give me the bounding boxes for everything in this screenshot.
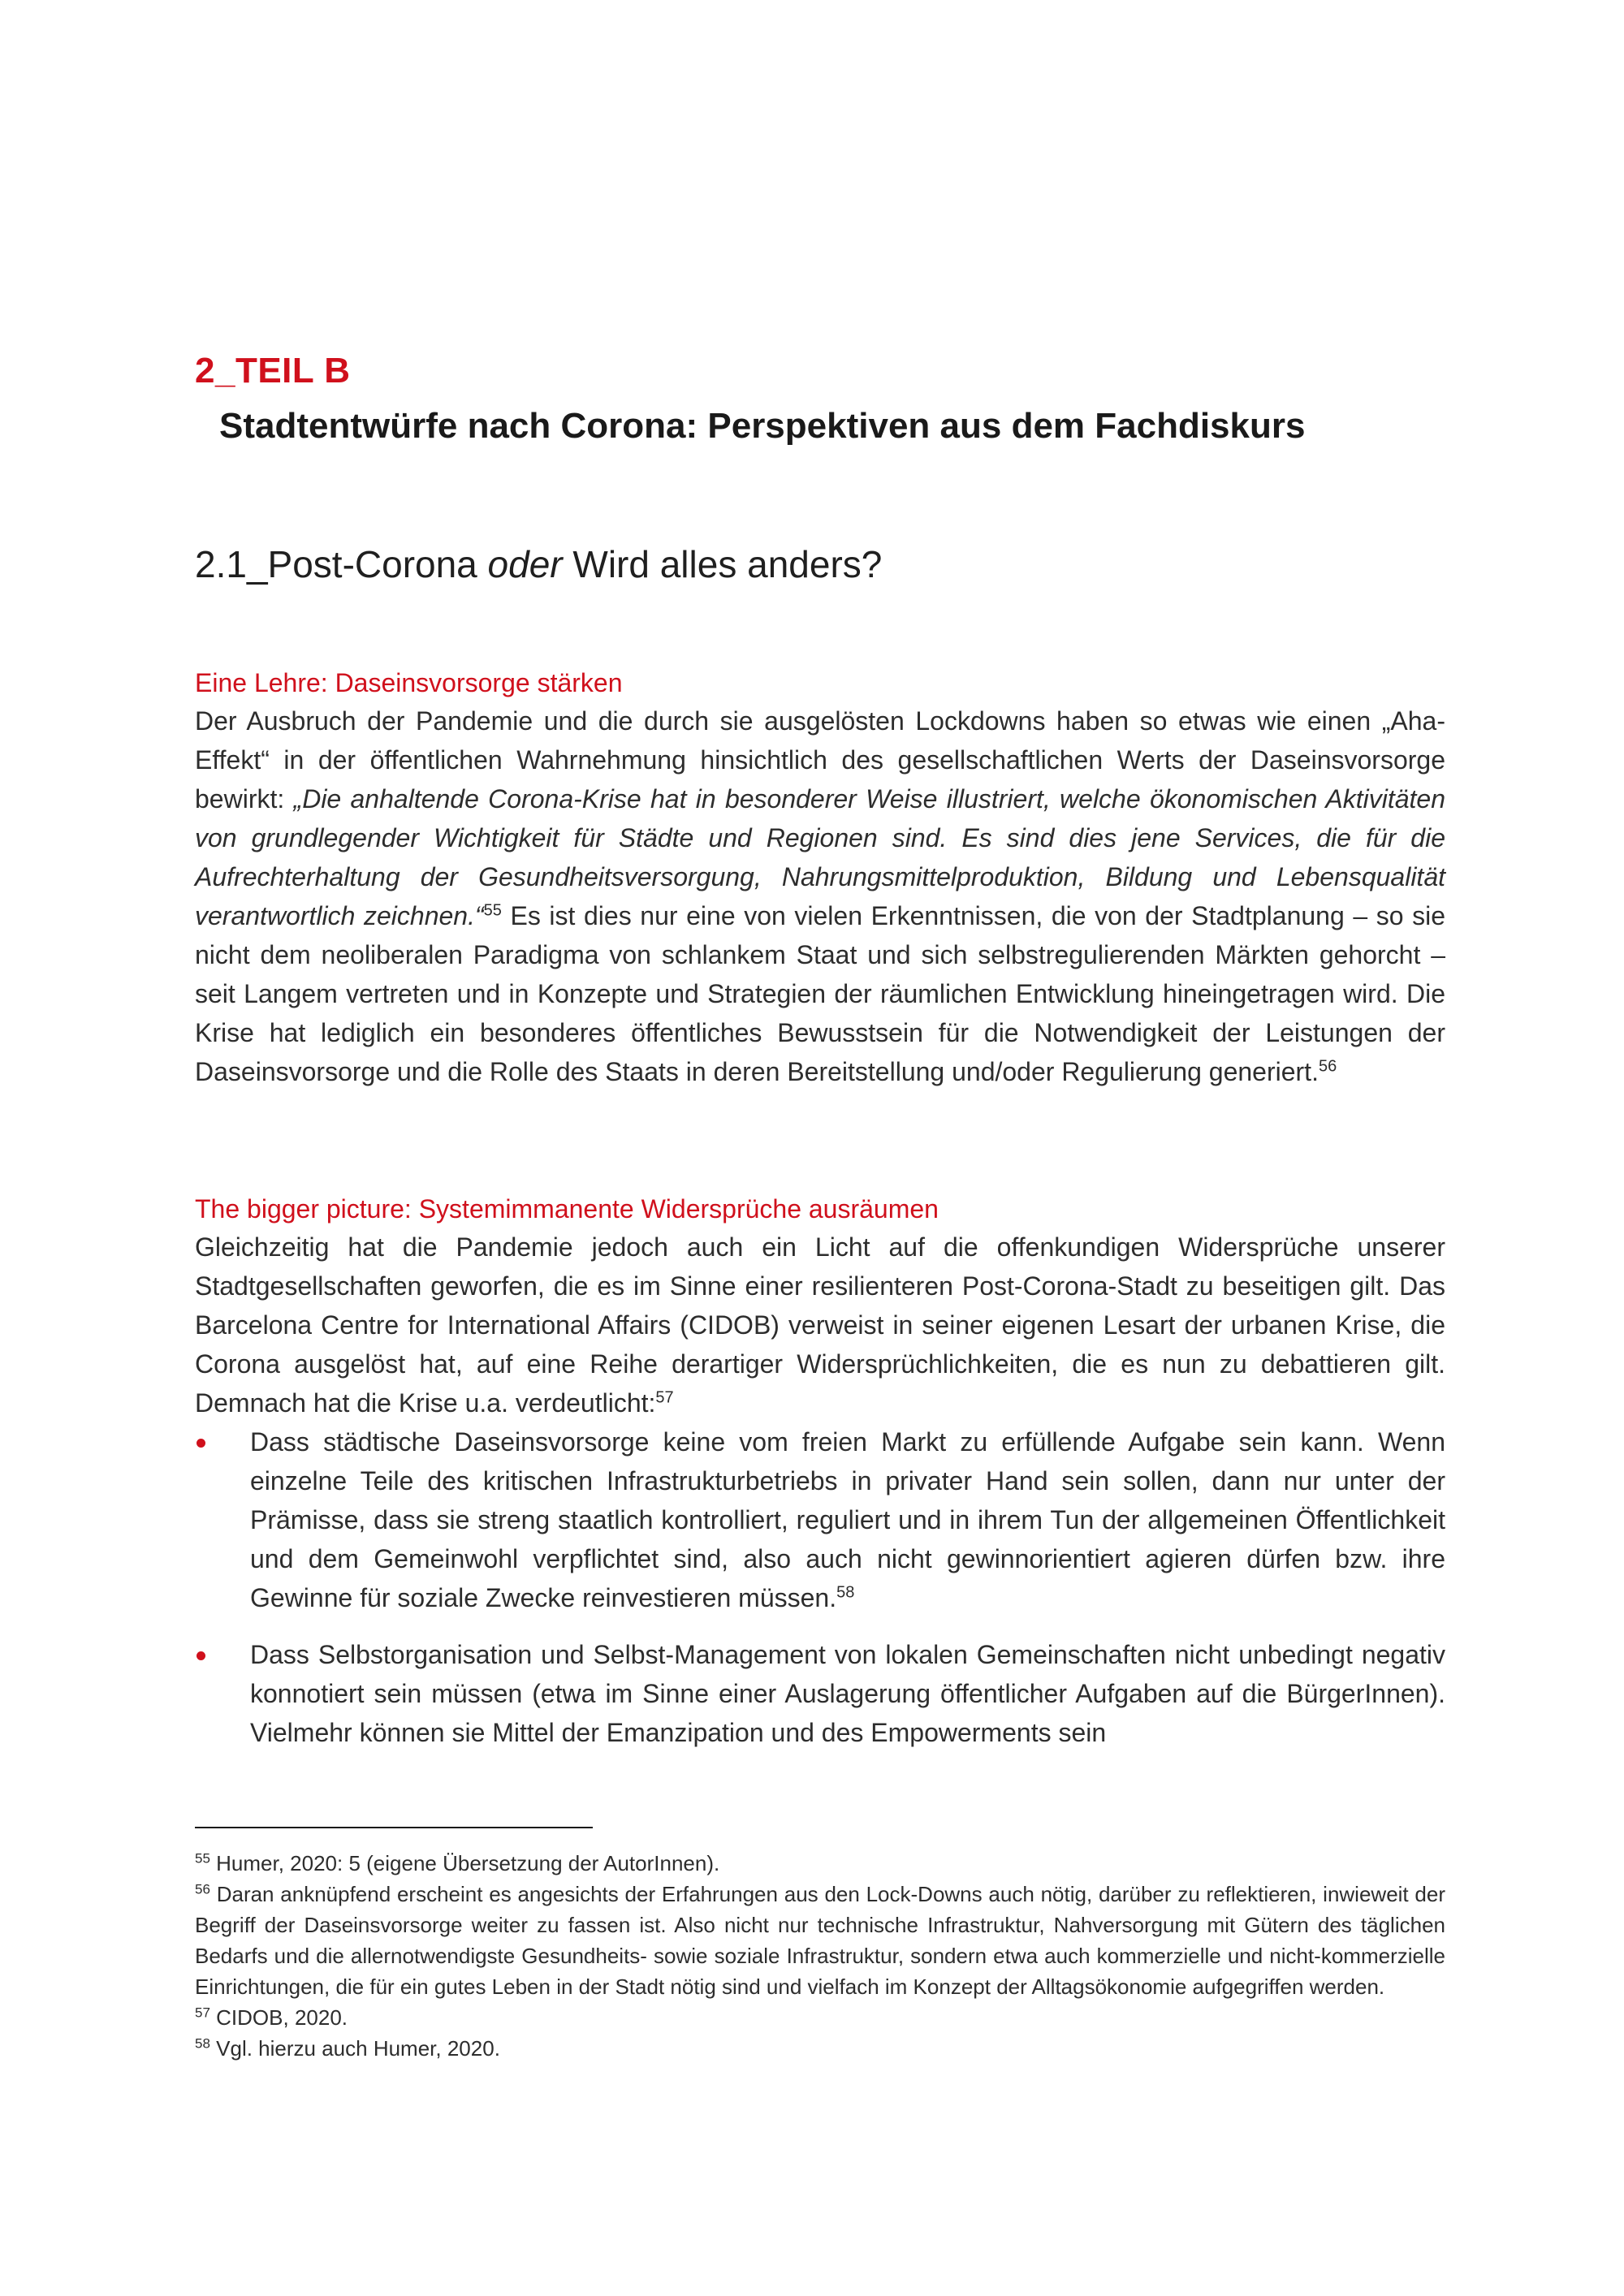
quote-text: „Die anhaltende Corona-Krise hat in besonderer Weise illustriert, welche ökonomischen Aktivitäten von grundlegender Wichtigkeit für Städte und Regionen sind. Es sind dies jene Services, die für die Aufrechterhaltung der Gesundheitsversorgung, Nahrungsmittelproduktion, Bildung und Lebensqualität verantwortlich zeichnen.“	[195, 784, 1446, 930]
footnote-text: CIDOB, 2020.	[216, 2005, 348, 2030]
paragraph-bigger-picture	[195, 1228, 1445, 1422]
section-block-bigger-picture	[195, 1190, 1445, 1770]
paragraph-daseinsvorsorge	[195, 701, 1445, 1091]
bullet-list	[195, 1422, 1445, 1752]
subheading-daseinsvorsorge: Eine Lehre: Daseinsvorsorge stärken	[195, 668, 623, 697]
section-title	[195, 542, 882, 586]
footnotes	[195, 1848, 1445, 2064]
footnote-number: 57	[195, 2005, 210, 2021]
part-label: 2_TEIL B	[195, 351, 351, 391]
paragraph-continuation: Es ist dies nur eine von vielen Erkenntnissen, die von der Stadtplanung – so sie nicht dem neoliberalen Paradigma von schlankem Staat und sich selbstregulierenden Märkten gehorcht – seit Langem vertreten und in Konzepte und Strategien der räumlichen Entwicklung hineingetragen wird. Die Krise hat lediglich ein besonderes öffentliches Bewusstsein für die Notwendigkeit der Leistungen der Daseinsvorsorge und die Rolle des Staats in deren Bereitstellung und/oder Regulierung generiert.	[195, 901, 1446, 1086]
footnote-text: Humer, 2020: 5 (eigene Übersetzung der AutorInnen).	[216, 1851, 720, 1875]
footnote-text: Daran anknüpfend erscheint es angesichts der Erfahrungen aus den Lock-Downs auch nötig, darüber zu reflektieren, inwieweit der Begriff der Daseinsvorsorge weiter zu fassen ist. Also nicht nur technische Infrastruktur, Nahversorgung mit Gütern des täglichen Bedarfs und die allernotwendigste Gesundheits- sowie soziale Infrastruktur, sondern etwa auch kommerzielle und nicht-kommerzielle Einrichtungen, die für ein gutes Leben in der Stadt nötig sind und vielfach im Konzept der Alltagsökonomie aufgegriffen werden.	[195, 1882, 1445, 1999]
footnote-text: Vgl. hierzu auch Humer, 2020.	[216, 2036, 500, 2061]
list-item-text: Dass Selbstorganisation und Selbst-Management von lokalen Gemeinschaften nicht unbedingt negativ konnotiert sein müssen (etwa im Sinne einer Auslagerung öffentlicher Aufgaben auf die BürgerInnen). Vielmehr können sie Mittel der Emanzipation und des Empowerments sein	[250, 1640, 1445, 1747]
footnote-separator	[195, 1827, 593, 1828]
paragraph-text: Gleichzeitig hat die Pandemie jedoch auch ein Licht auf die offenkundigen Widersprüche unserer Stadtgesellschaften geworfen, die es im Sinne einer resilienteren Post-Corona-Stadt zu beseitigen gilt. Das Barcelona Centre for International Affairs (CIDOB) verweist in seiner eigenen Lesart der urbanen Krise, die Corona ausgelöst hat, auf eine Reihe derartiger Widersprüchlichkeiten, die es nun zu debattieren gilt. Demnach hat die Krise u.a. verdeutlicht:	[195, 1232, 1445, 1418]
section-emphasis: oder	[487, 543, 563, 585]
subheading-bigger-picture: The bigger picture: Systemimmanente Widersprüche ausräumen	[195, 1194, 939, 1224]
list-item	[195, 1635, 1445, 1752]
footnote-number: 56	[195, 1881, 210, 1897]
footnote-ref-56[interactable]: 56	[1318, 1057, 1337, 1076]
section-block-daseinsvorsorge	[195, 664, 1445, 1091]
bullet-icon	[197, 1651, 205, 1660]
footnote-ref-58[interactable]: 58	[836, 1583, 855, 1602]
footnote-ref-55[interactable]: 55	[483, 901, 502, 920]
footnote-ref-57[interactable]: 57	[655, 1388, 674, 1407]
section-number: 2.1_Post-Corona	[195, 543, 488, 585]
footnote-number: 58	[195, 2035, 210, 2052]
footnote-55	[195, 1848, 1445, 1879]
bullet-icon	[197, 1439, 205, 1448]
list-item-text: Dass städtische Daseinsvorsorge keine vom freien Markt zu erfüllende Aufgabe sein kann. Wenn einzelne Teile des kritischen Infrastrukturbetriebs in privater Hand sein sollen, dann nur unter der Prämisse, dass sie streng staatlich kontrolliert, reguliert und in ihrem Tun der allgemeinen Öffentlichkeit und dem Gemeinwohl verpflichtet sind, also auch nicht gewinnorientiert agieren dürfen bzw. ihre Gewinne für soziale Zwecke reinvestieren müssen.	[250, 1427, 1445, 1612]
paragraph-intro: Der Ausbruch der Pandemie und die durch sie ausgelösten Lockdowns haben so etwas wie einen „Aha-Effekt“ in der öffentlichen Wahrnehmung hinsichtlich des gesellschaftlichen Werts der Daseinsvorsorge bewirkt:	[195, 706, 1445, 814]
list-item	[195, 1422, 1445, 1617]
footnote-58	[195, 2033, 1445, 2064]
footnote-56	[195, 1879, 1445, 2002]
part-title: Stadtentwürfe nach Corona: Perspektiven aus dem Fachdiskurs	[219, 406, 1306, 446]
section-title-rest: Wird alles anders?	[562, 543, 883, 585]
footnote-number: 55	[195, 1850, 210, 1867]
footnote-57	[195, 2002, 1445, 2033]
